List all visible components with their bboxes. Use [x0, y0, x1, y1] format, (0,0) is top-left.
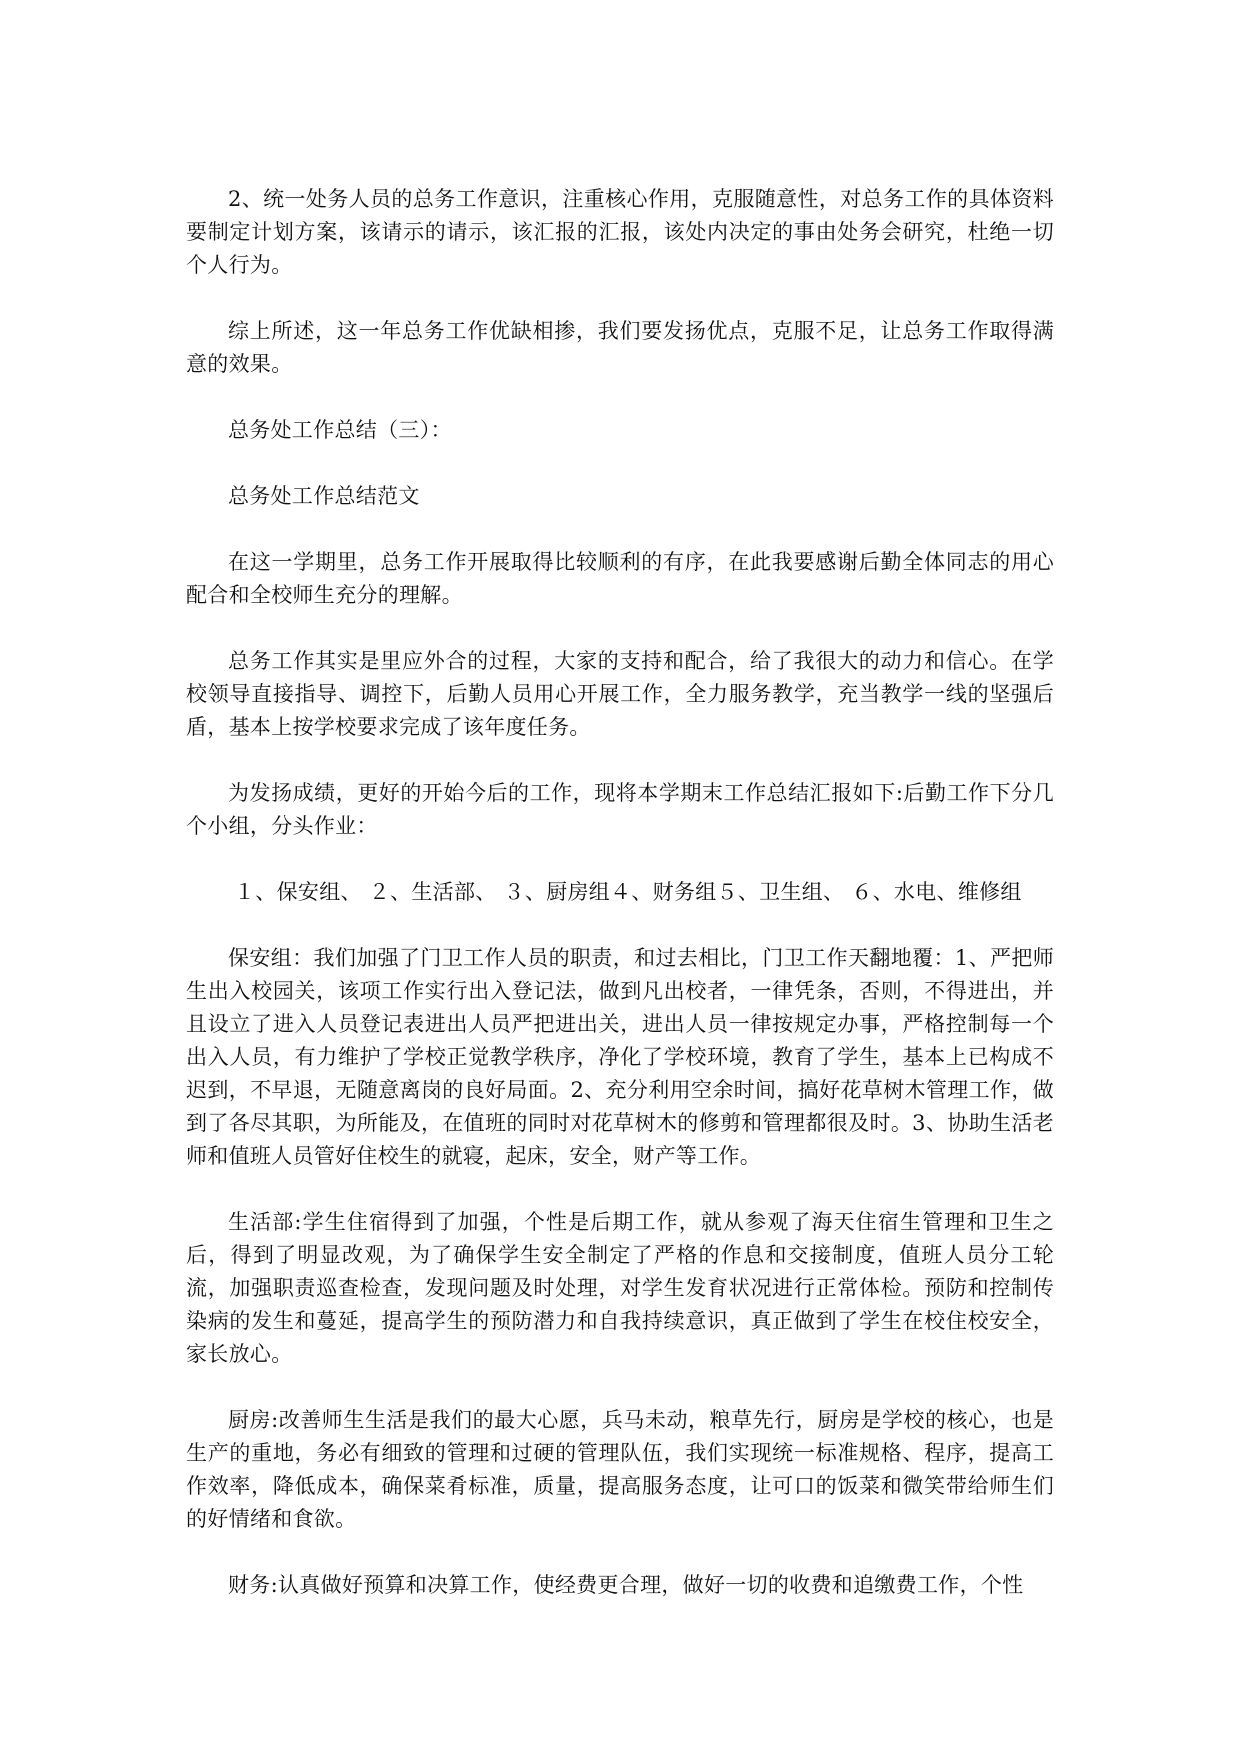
paragraph-security-group: 保安组：我们加强了门卫工作人员的职责，和过去相比，门卫工作天翻地覆：1、严把师生出入校园关，该项工作实行出入登记法，做到凡出校者，一律凭条，否则，不得进出，并且设立了进入人员登记表进出人员严把进出关，进出人员一律按规定办事，严格控制每一个出入人员，有力维护了学校正觉教学秩序，净化了学校环境，教育了学生，基本上已构成不迟到，不早退，无随意离岗的良好局面。2、充分利用空余时间，搞好花草树木管理工作，做到了各尽其职，为所能及，在值班的同时对花草树木的修剪和管理都很及时。3、协助生活老师和值班人员管好住校生的就寝，起床，安全，财产等工作。 [186, 946, 1054, 1168]
paragraph-finance: 财务:认真做好预算和决算工作，使经费更合理，做好一切的收费和追缴费工作，个性 [228, 1573, 1024, 1597]
paragraph-gap [186, 1536, 1054, 1569]
paragraph-point-2: 2、统一处务人员的总务工作意识，注重核心作用，克服随意性，对总务工作的具体资料要制定计划方案，该请示的请示，该汇报的汇报，该处内决定的事由处务会研究，杜绝一切个人行为。 [186, 187, 1054, 277]
group-list: １、保安组、 ２、生活部、 ３、厨房组４、财务组５、卫生组、 ６、水电、维修组 [234, 880, 1022, 904]
paragraph-living-department: 生活部:学生住宿得到了加强，个性是后期工作，就从参观了海天住宿生管理和卫生之后，得到了明显改观，为了确保学生安全制定了严格的作息和交接制度，值班人员分工轮流，加强职责巡查检查，发现问题及时处理，对学生发育状况进行正常体检。预防和控制传染病的发生和蔓延，提高学生的预防潜力和自我持续意识，真正做到了学生在校住校安全，家长放心。 [186, 1210, 1054, 1366]
paragraph-gap [186, 381, 1054, 414]
paragraph-gap [186, 744, 1054, 777]
paragraph-kitchen: 厨房:改善师生生活是我们的最大心愿，兵马未动，粮草先行，厨房是学校的核心，也是生产的重地，务必有细致的管理和过硬的管理队伍，我们实现统一标准规格、程序，提高工作效率，降低成本，确保菜肴标准，质量，提高服务态度，让可口的饭菜和微笑带给师生们的好情绪和食欲。 [186, 1408, 1054, 1531]
paragraph-summary: 综上所述，这一年总务工作优缺相掺，我们要发扬优点，克服不足，让总务工作取得满意的效果。 [186, 319, 1054, 376]
paragraph-gap [186, 909, 1054, 942]
paragraph-gap [186, 1371, 1054, 1404]
paragraph-gap [186, 513, 1054, 546]
section-subheading: 总务处工作总结范文 [228, 484, 420, 508]
paragraph-report-intro: 为发扬成绩，更好的开始今后的工作，现将本学期末工作总结汇报如下:后勤工作下分几个小组，分头作业： [186, 781, 1054, 838]
section-heading: 总务处工作总结（三）： [228, 418, 452, 442]
paragraph-gap [186, 1173, 1054, 1206]
paragraph-intro: 在这一学期里，总务工作开展取得比较顺利的有序，在此我要感谢后勤全体同志的用心配合和全校师生充分的理解。 [186, 550, 1054, 607]
paragraph-support: 总务工作其实是里应外合的过程，大家的支持和配合，给了我很大的动力和信心。在学校领导直接指导、调控下，后勤人员用心开展工作，全力服务教学，充当教学一线的坚强后盾，基本上按学校要求完成了该年度任务。 [186, 649, 1054, 739]
paragraph-gap [186, 282, 1054, 315]
paragraph-gap [186, 612, 1054, 645]
document-page [186, 183, 1054, 1602]
paragraph-gap [186, 843, 1054, 876]
paragraph-gap [186, 447, 1054, 480]
